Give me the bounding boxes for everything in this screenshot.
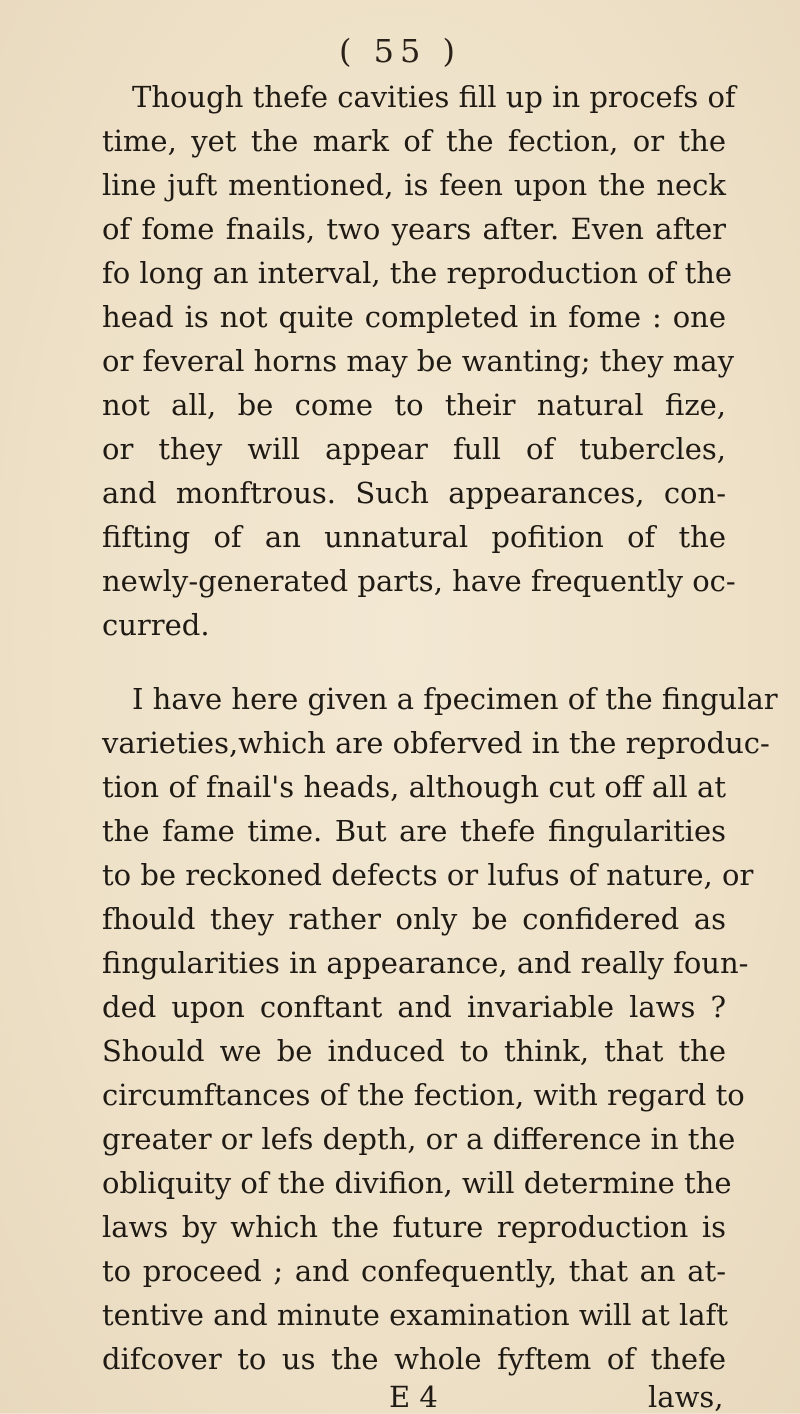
- paragraph-1-line-8: not all, be come to their natural fize,: [102, 388, 726, 422]
- page-number: ( 55 ): [338, 32, 462, 70]
- catchline: [0, 1381, 800, 1413]
- paragraph-2-line-5: to be reckoned defects or lufus of nature, or: [102, 858, 754, 892]
- paragraph-2-line-3: tion of fnail's heads, although cut off all at: [102, 770, 726, 804]
- paragraph-1-line-7: or feveral horns may be wanting; they may: [102, 344, 734, 378]
- paragraph-2-line-11: greater or lefs depth, or a difference in the: [102, 1122, 736, 1156]
- paragraph-1-line-6: head is not quite completed in fome : one: [102, 300, 726, 334]
- paragraph-1-line-3: line juft mentioned, is feen upon the neck: [102, 168, 726, 202]
- paragraph-2-line-7: fingularities in appearance, and really foun-: [102, 946, 749, 980]
- paragraph-1-line-11: fifting of an unnatural pofition of the: [102, 520, 726, 554]
- paragraph-2-line-15: tentive and minute examination will at laft: [102, 1298, 728, 1332]
- paragraph-2-line-14: to proceed ; and confequently, that an at-: [102, 1254, 726, 1288]
- paragraph-2-line-4: the fame time. But are thefe fingularities: [102, 814, 726, 848]
- paragraph-2-line-16: difcover to us the whole fyftem of thefe: [102, 1342, 726, 1376]
- paragraph-1-line-1: Though thefe cavities fill up in procefs of: [132, 80, 736, 114]
- paragraph-1-line-4: of fome fnails, two years after. Even after: [102, 212, 726, 246]
- paragraph-2-line-10: circumftances of the fection, with regard to: [102, 1078, 745, 1112]
- paragraph-2-line-8: ded upon conftant and invariable laws ?: [102, 990, 726, 1024]
- paragraph-1-line-12: newly-generated parts, have frequently oc-: [102, 564, 736, 598]
- paragraph-1-line-10: and monftrous. Such appearances, con-: [102, 476, 726, 510]
- paragraph-1-line-5: fo long an interval, the reproduction of the: [102, 256, 733, 290]
- paragraph-2-line-9: Should we be induced to think, that the: [102, 1034, 726, 1068]
- signature-mark: E 4: [389, 1380, 438, 1414]
- paragraph-1-line-2: time, yet the mark of the fection, or the: [102, 124, 726, 158]
- paragraph-1-line-9: or they will appear full of tubercles,: [102, 432, 726, 466]
- catchword: laws,: [648, 1380, 724, 1414]
- paragraph-2-line-12: obliquity of the divifion, will determine the: [102, 1166, 732, 1200]
- paragraph-2-line-6: fhould they rather only be confidered as: [102, 902, 726, 936]
- paragraph-2-line-13: laws by which the future reproduction is: [102, 1210, 726, 1244]
- paragraph-2-line-1: I have here given a fpecimen of the fingular: [132, 682, 778, 716]
- paragraph-2-line-2: varieties,which are obferved in the reproduc-: [102, 726, 770, 760]
- paragraph-1-line-13: curred.: [102, 608, 210, 642]
